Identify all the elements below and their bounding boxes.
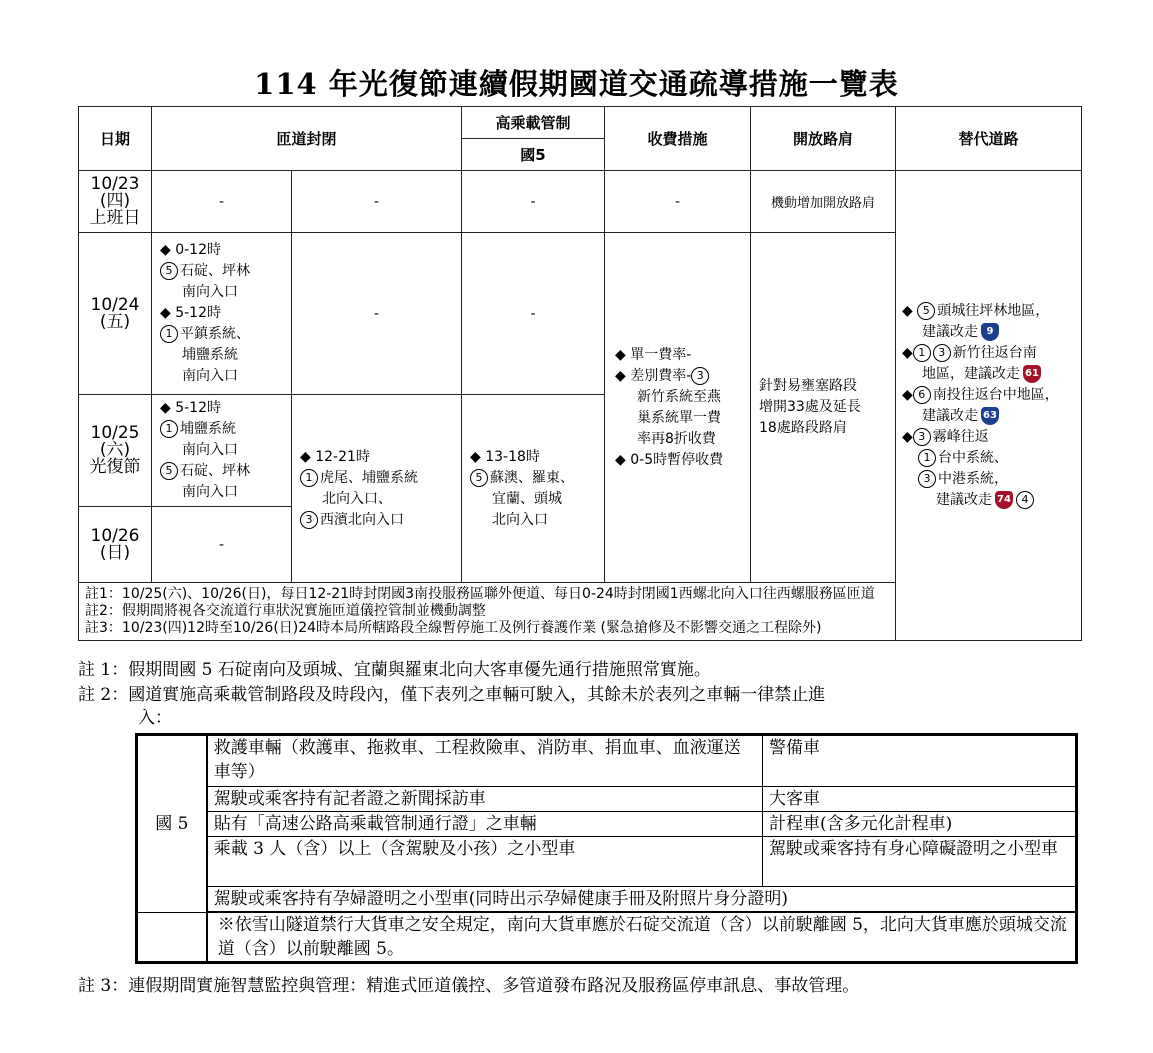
alt-route-cell: ◆ 5 頭城往坪林地區， 建議改走 9 ◆ 1 3 新竹往返台南 地區，建議改走 61 ◆ 6 南投往返台中地區， 建議改走 63 ◆ 3 霧峰往返 1 台中系統、 3 中港系統， 建議改走 74 4 xyxy=(896,171,1082,641)
dash-cell: - xyxy=(292,171,462,233)
date-cell: 10/24 (五) xyxy=(79,233,152,395)
dash-cell: - xyxy=(152,507,292,583)
shoulder-cell: 針對易壅塞路段 增開33處及延長 18處路段路肩 xyxy=(751,233,896,583)
hov-full-row: 駕駛或乘客持有孕婦證明之小型車(同時出示孕婦健康手冊及附照片身分證明) xyxy=(207,887,1077,913)
date-cell: 10/25 (六) 光復節 xyxy=(79,395,152,507)
route-3-icon: 3 xyxy=(918,470,936,488)
route-9-icon: 9 xyxy=(981,323,999,341)
route-4-icon: 4 xyxy=(1016,491,1034,509)
hov-right-cell: 駕駛或乘客持有身心障礙證明之小型車 xyxy=(762,837,1076,887)
dash-cell: - xyxy=(152,171,292,233)
route-3-icon: 3 xyxy=(691,367,709,385)
hov-right-cell: 警備車 xyxy=(762,735,1076,787)
route-74-icon: 74 xyxy=(995,491,1013,509)
route-3-icon: 3 xyxy=(913,428,931,446)
hov-right-cell: 大客車 xyxy=(762,787,1076,812)
hov-left-cell: 駕駛或乘客持有記者證之新聞採訪車 xyxy=(207,787,763,812)
hov-label: 國 5 xyxy=(137,735,207,913)
dash-cell: - xyxy=(292,233,462,395)
route-1-icon: 1 xyxy=(918,449,936,467)
hov-blank xyxy=(137,912,207,963)
footnote-2: 註 2：國道實施高乘載管制路段及時段內，僅下表列之車輛可駛入，其餘未於表列之車輛一律禁止進 xyxy=(78,685,826,705)
dash-cell: - xyxy=(462,233,605,395)
route-1-icon: 1 xyxy=(913,344,931,362)
dash-cell: - xyxy=(462,171,605,233)
route-63-icon: 63 xyxy=(981,407,999,425)
footnote-3: 註 3：連假期間實施智慧監控與管理：精進式匝道儀控、多管道發布路況及服務區停車訊息、事故管理。 xyxy=(78,976,860,996)
route-1-icon: 1 xyxy=(160,420,178,438)
header-hov-sub: 國5 xyxy=(462,139,605,171)
date-cell: 10/23 (四) 上班日 xyxy=(79,171,152,233)
route-5-icon: 5 xyxy=(470,469,488,487)
route-6-icon: 6 xyxy=(913,386,931,404)
date-cell: 10/26 (日) xyxy=(79,507,152,583)
header-shoulder: 開放路肩 xyxy=(751,107,896,171)
header-date: 日期 xyxy=(79,107,152,171)
hov-1025-1026: ◆ 13-18時 5 蘇澳、羅東、 宜蘭、頭城 北向入口 xyxy=(462,395,605,583)
measures-table xyxy=(78,106,1082,641)
footnote-1: 註 1：假期間國 5 石碇南向及頭城、宜蘭與羅東北向大客車優先通行措施照常實施。 xyxy=(78,660,711,680)
route-5-icon: 5 xyxy=(917,302,935,320)
route-61-icon: 61 xyxy=(1023,365,1041,383)
hov-note: ※依雪山隧道禁行大貨車之安全規定，南向大貨車應於石碇交流道（含）以前駛離國 5，北向大貨車應於頭城交流道（含）以前駛離國 5。 xyxy=(207,912,1077,963)
route-1-icon: 1 xyxy=(160,325,178,343)
dash-cell: - xyxy=(605,171,751,233)
page-title: 114 年光復節連續假期國道交通疏導措施一覽表 xyxy=(254,67,899,101)
ramp-closure-1025-1026: ◆ 12-21時 1 虎尾、埔鹽系統 北向入口、 3 西濱北向入口 xyxy=(292,395,462,583)
hov-left-cell: 救護車輛（救護車、拖救車、工程救險車、消防車、捐血車、血液運送車等） xyxy=(207,735,763,787)
header-ramp-closure: 匝道封閉 xyxy=(152,107,462,171)
ramp-closure-1025: ◆ 5-12時 1 埔鹽系統 南向入口 5 石碇、坪林 南向入口 xyxy=(152,395,292,507)
hov-vehicle-table xyxy=(135,733,1078,964)
hov-left-cell: 貼有「高速公路高乘載管制通行證」之車輛 xyxy=(207,812,763,837)
hov-left-cell: 乘載 3 人（含）以上（含駕駛及小孩）之小型車 xyxy=(207,837,763,887)
hov-right-cell: 計程車(含多元化計程車) xyxy=(762,812,1076,837)
ramp-closure-1024: ◆ 0-12時 5 石碇、坪林 南向入口 ◆ 5-12時 1 平鎮系統、 埔鹽系統 南向入口 xyxy=(152,233,292,395)
header-alt-route: 替代道路 xyxy=(896,107,1082,171)
route-3-icon: 3 xyxy=(933,344,951,362)
header-toll: 收費措施 xyxy=(605,107,751,171)
route-3-icon: 3 xyxy=(300,511,318,529)
table-notes: 註1：10/25(六)、10/26(日)，每日12-21時封閉國3南投服務區聯外便道、每日0-24時封閉國1西螺北向入口往西螺服務區匝道 註2：假期間將視各交流道行車狀況實施匝道儀控管制並機動調整 註3：10/23(四)12時至10/26(日)24時本局所轄路段全線暫停施工及例行養護作業 (緊急搶修及不影響交通之工程除外) xyxy=(79,583,1082,641)
header-hov: 高乘載管制 xyxy=(462,107,605,139)
route-5-icon: 5 xyxy=(160,462,178,480)
route-5-icon: 5 xyxy=(160,262,178,280)
route-1-icon: 1 xyxy=(300,469,318,487)
toll-cell: ◆ 單一費率- ◆ 差別費率- 3 新竹系統至燕 巢系統單一費 率再8折收費 ◆ 0-5時暫停收費 xyxy=(605,233,751,583)
footnote-2-cont: 入： xyxy=(138,708,172,728)
shoulder-cell: 機動增加開放路肩 xyxy=(751,171,896,233)
